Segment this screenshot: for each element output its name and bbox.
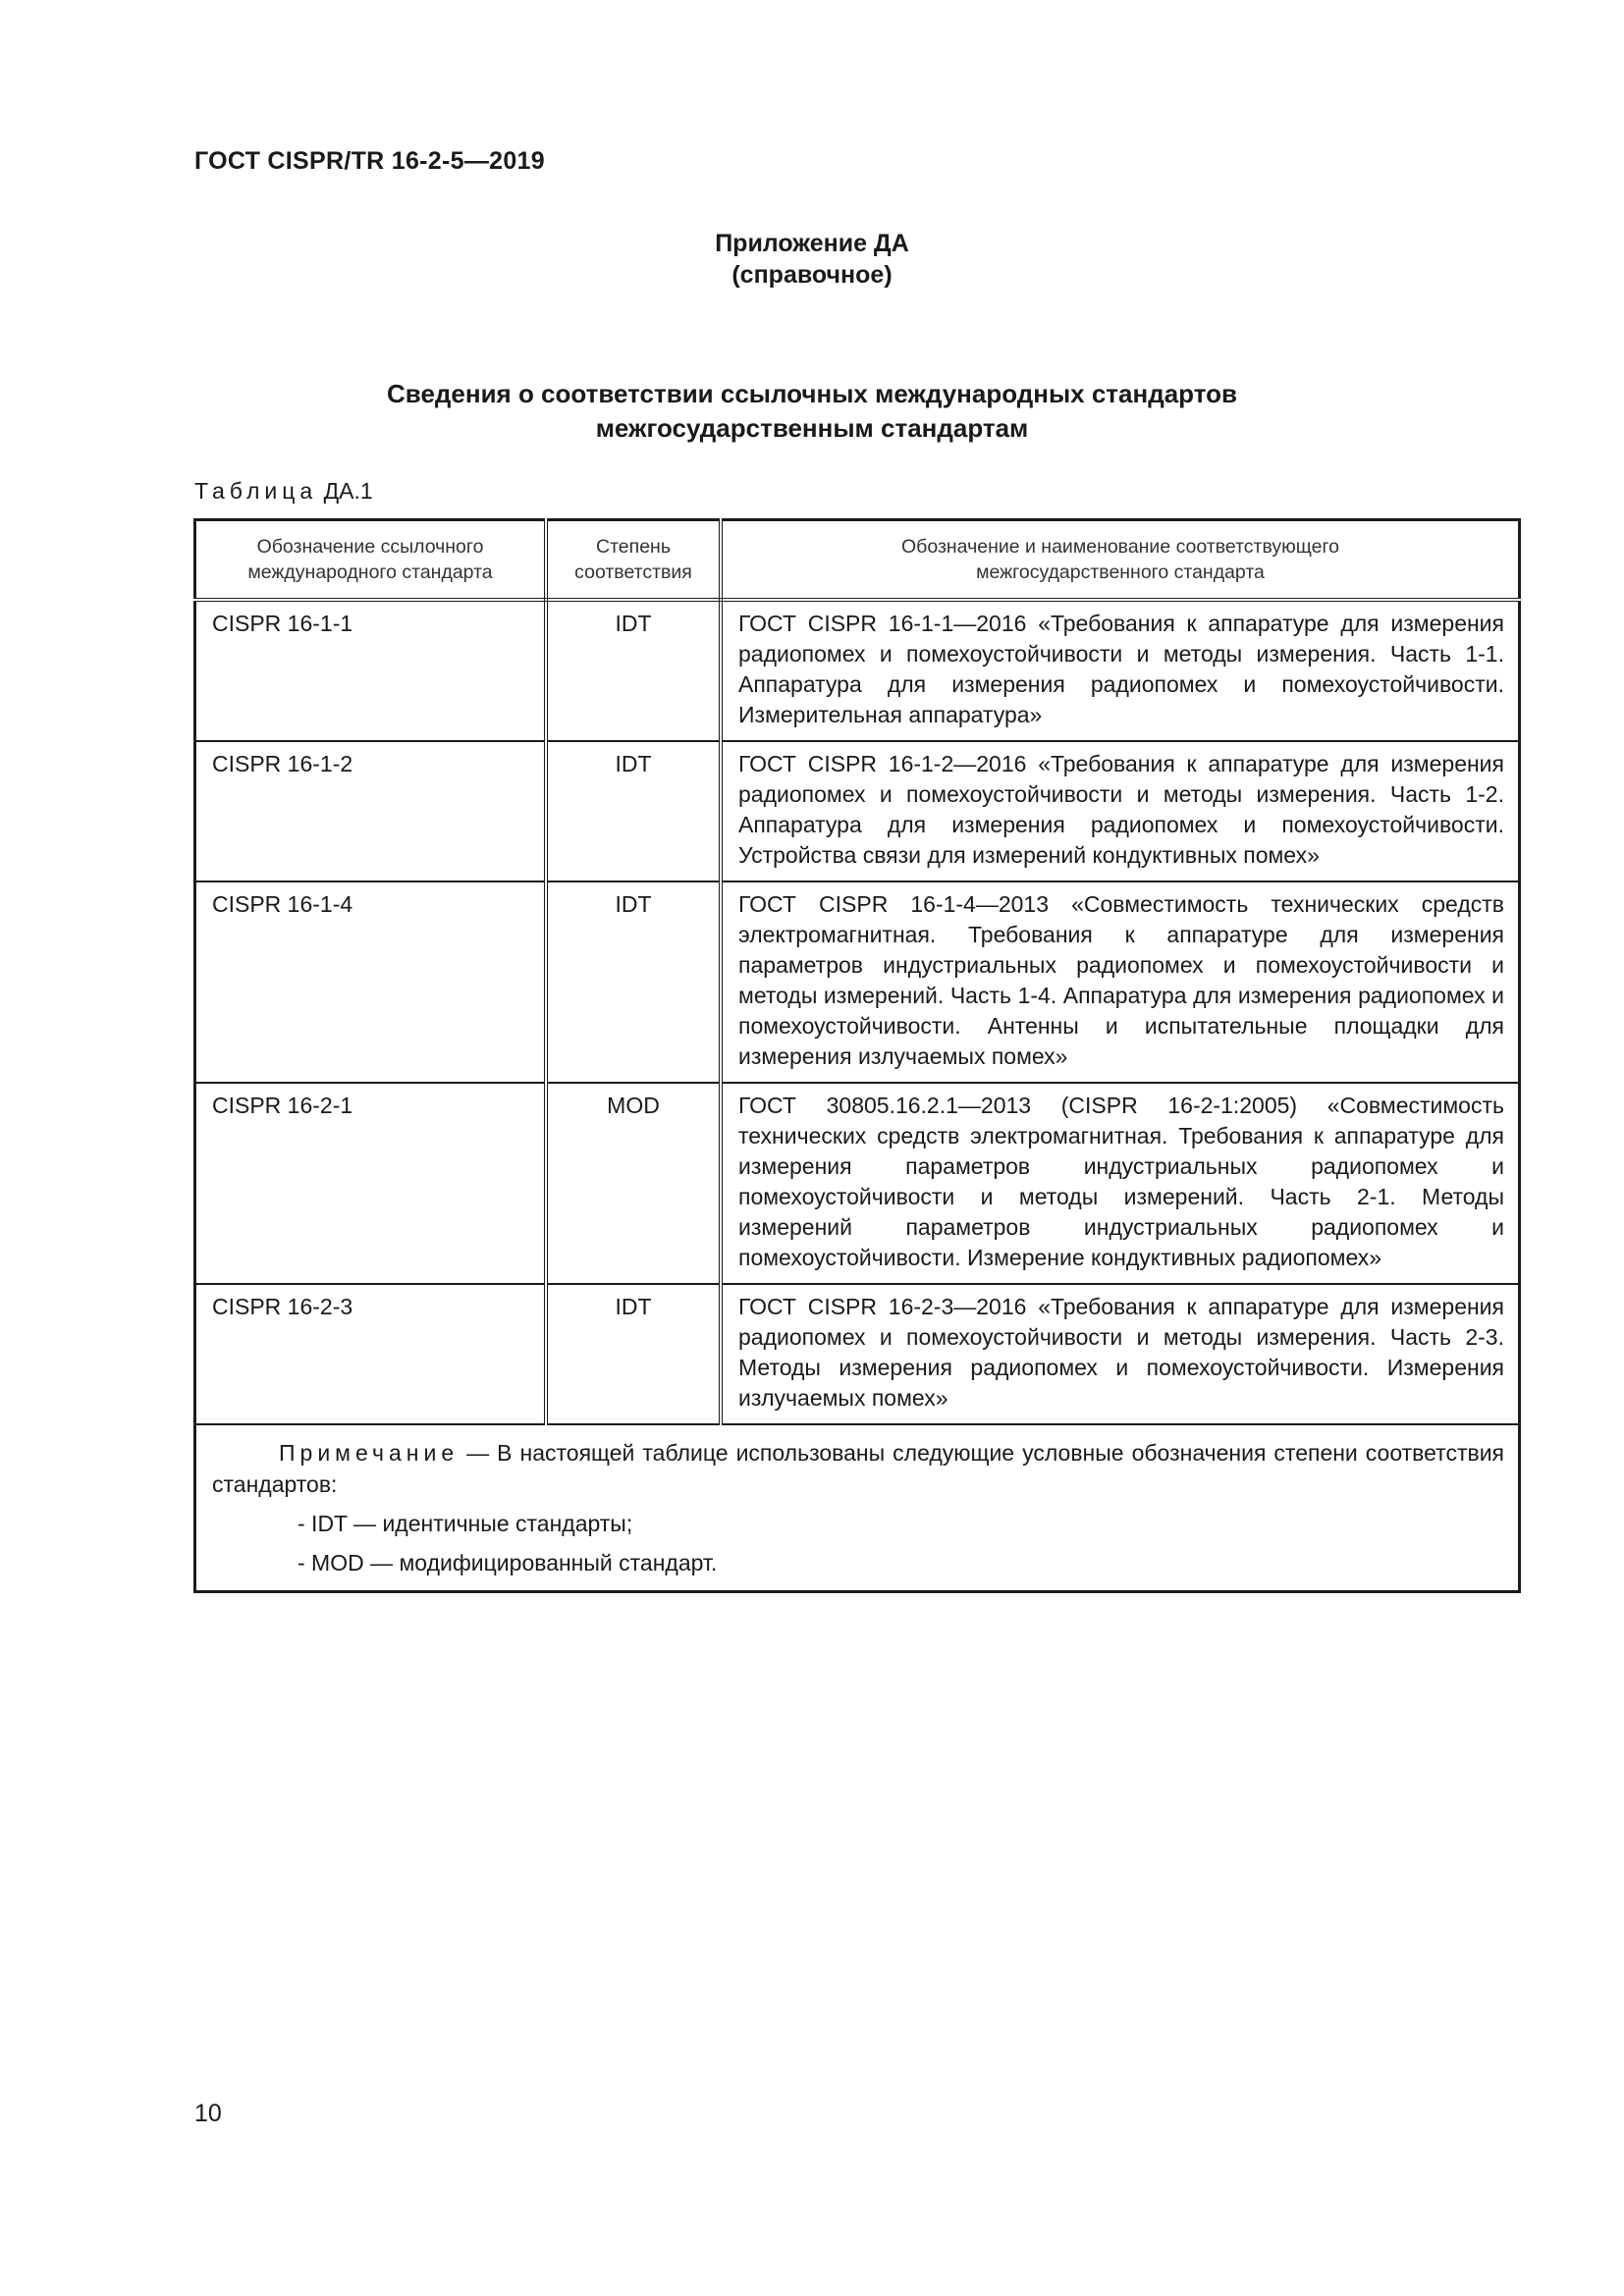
ref-standard-cell: CISPR 16-1-1 (195, 600, 547, 741)
note-body: — В настоящей таблице использованы следующие условные обозначения степени соответствия стандартов: (212, 1440, 1504, 1497)
table-caption (194, 478, 373, 505)
interstate-standard-cell: ГОСТ CISPR 16-1-2—2016 «Требования к аппаратуре для измерения радиопомех и помехоустойчивости и методы измерения. Часть 1-2. Аппаратура для измерения радиопомех и помехоустойчивости. Устройства связи для измерений кондуктивных помех» (721, 741, 1520, 881)
ref-standard-cell: CISPR 16-2-1 (195, 1083, 547, 1284)
ref-standard-cell: CISPR 16-1-4 (195, 881, 547, 1083)
interstate-standard-cell: ГОСТ CISPR 16-2-3—2016 «Требования к аппаратуре для измерения радиопомех и помехоустойчивости и методы измерения. Часть 2-3. Методы измерения радиопомех и помехоустойчивости. Измерения излучаемых помех» (721, 1284, 1520, 1424)
page-number: 10 (194, 2100, 222, 2127)
correspondence-table (193, 518, 1521, 1593)
document-code-header: ГОСТ CISPR/TR 16-2-5—2019 (194, 147, 545, 175)
table-header-row (195, 520, 1520, 601)
table-row (195, 741, 1520, 881)
header-ref-standard-line-2: международного стандарта (247, 561, 493, 583)
header-ref-standard-line-1: Обозначение ссылочного (256, 536, 484, 558)
degree-cell: IDT (546, 881, 721, 1083)
header-degree-line-2: соответствия (574, 561, 692, 583)
table-row (195, 600, 1520, 741)
interstate-standard-cell: ГОСТ CISPR 16-1-1—2016 «Требования к аппаратуре для измерения радиопомех и помехоустойчивости и методы измерения. Часть 1-1. Аппаратура для измерения радиопомех и помехоустойчивости. Измерительная аппаратура» (721, 600, 1520, 741)
table-row (195, 1284, 1520, 1424)
annex-kind: (справочное) (731, 261, 893, 289)
note-label: Примечание (279, 1440, 460, 1466)
note-item-mod: - MOD — модифицированный стандарт. (298, 1550, 718, 1575)
annex-title-line-1: Сведения о соответствии ссылочных международных стандартов (387, 379, 1237, 408)
degree-cell: MOD (546, 1083, 721, 1284)
note-text (212, 1437, 1504, 1500)
table-note (195, 1424, 1520, 1592)
header-interstate-standard (721, 520, 1520, 601)
ref-standard-cell: CISPR 16-2-3 (195, 1284, 547, 1424)
table-note-row (195, 1424, 1520, 1592)
annex-title (0, 377, 1624, 446)
interstate-standard-cell: ГОСТ CISPR 16-1-4—2013 «Совместимость технических средств электромагнитная. Требования к аппаратуре для измерения параметров индустриальных радиопомех и помехоустойчивости и методы измерений. Часть 1-4. Аппаратура для измерения радиопомех и помехоустойчивости. Антенны и испытательные площадки для измерения излучаемых помех» (721, 881, 1520, 1083)
header-degree-line-1: Степень (596, 536, 671, 558)
ref-standard-cell: CISPR 16-1-2 (195, 741, 547, 881)
degree-cell: IDT (546, 600, 721, 741)
annex-heading (0, 228, 1624, 291)
table-row (195, 881, 1520, 1083)
annex-label: Приложение ДА (715, 230, 909, 257)
header-degree (546, 520, 721, 601)
annex-title-line-2: межгосударственным стандартам (595, 413, 1029, 443)
interstate-standard-cell: ГОСТ 30805.16.2.1—2013 (CISPR 16-2-1:2005) «Совместимость технических средств электромагнитная. Требования к аппаратуре для измерения параметров индустриальных радиопомех и помехоустойчивости и методы измерений. Часть 2-1. Методы измерений параметров индустриальных радиопомех и помехоустойчивости. Измерение кондуктивных радиопомех» (721, 1083, 1520, 1284)
header-interstate-standard-line-2: межгосударственного стандарта (976, 561, 1265, 583)
degree-cell: IDT (546, 741, 721, 881)
header-ref-standard (195, 520, 547, 601)
degree-cell: IDT (546, 1284, 721, 1424)
table-caption-word: Таблица (194, 478, 318, 504)
table-row (195, 1083, 1520, 1284)
note-item-idt: - IDT — идентичные стандарты; (298, 1511, 633, 1536)
header-interstate-standard-line-1: Обозначение и наименование соответствующего (900, 536, 1339, 558)
table-caption-number: ДА.1 (323, 478, 373, 504)
